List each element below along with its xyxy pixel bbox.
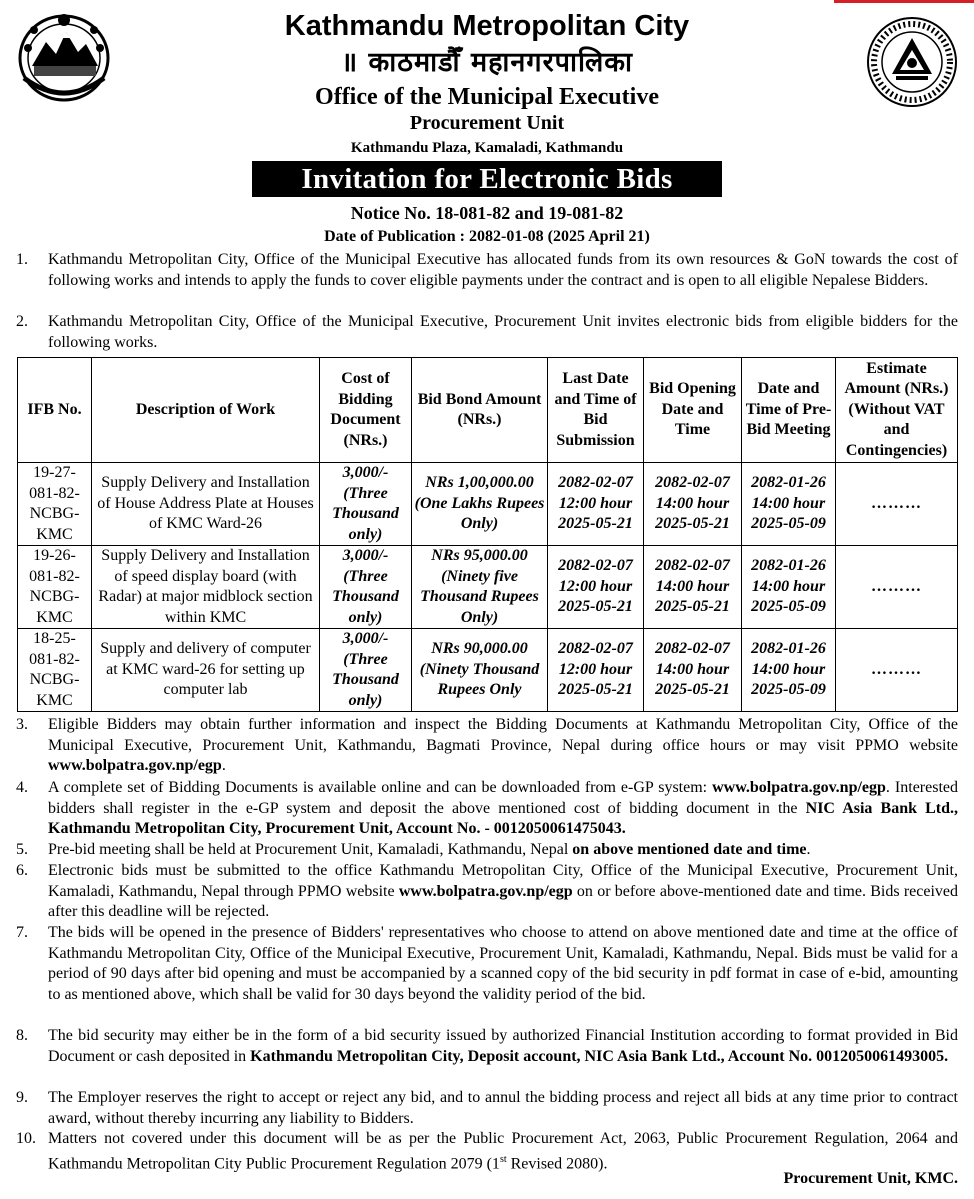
paragraph-text-part: on or before above-mentioned date and time. Bids received after this deadline will be rejected.: [48, 882, 959, 921]
estimate-cell: ………: [836, 546, 958, 629]
col-estimate: Estimate Amount (NRs.) (Without VAT and Contingencies): [836, 358, 958, 463]
table-row: [18, 546, 958, 629]
table-row: [18, 629, 958, 712]
nepal-emblem-icon: [14, 8, 114, 106]
opening-cell: 2082-02-07 14:00 hour 2025-05-21: [644, 463, 742, 546]
paragraph-text: The bids will be opened in the presence of Bidders' representatives who choose to attend on above mentioned date and time at the office of Kathmandu Metropolitan City, Office of the Municipal Executive, Procurement Unit, Kamaladi, Kathmandu, Nepal. Bids must be valid for a period of 90 days after bid opening and must be accompanied by a scanned copy of the bid security in pdf format in case of e-bid, amounting to as mentioned above, which shall be valid for 30 days beyond the validity period of the bid.: [48, 924, 958, 1003]
office-title: Office of the Municipal Executive: [315, 84, 659, 110]
bank-account-info: NIC Asia Bank Ltd., Kathmandu Metropolitan City, Procurement Unit, Account No. - 0012050061475043.: [48, 799, 959, 838]
estimate-cell: ………: [836, 629, 958, 712]
paragraph-7: [16, 923, 958, 1005]
paragraph-text-part: A complete set of Bidding Documents is available online and can be downloaded from e-GP system:: [48, 779, 713, 796]
opening-cell: 2082-02-07 14:00 hour 2025-05-21: [644, 546, 742, 629]
paragraph-8: [16, 1026, 958, 1067]
paragraph-number: 6.: [16, 862, 28, 879]
cost-cell: 3,000/- (Three Thousand only): [320, 629, 412, 712]
paragraph-text-part: Revised 2080).: [506, 1154, 608, 1172]
ifb-no-cell: 18-25-081-82-NCBG-KMC: [18, 629, 92, 712]
col-description: Description of Work: [92, 358, 320, 463]
emphasis-text: on above mentioned date and time: [572, 841, 807, 858]
paragraph-text: [48, 861, 958, 923]
ppmo-website-link[interactable]: www.bolpatra.gov.np/egp: [398, 882, 573, 900]
description-cell: Supply Delivery and Installation of House Address Plate at Houses of KMC Ward-26: [92, 463, 320, 546]
paragraph-text-part: Electronic bids must be submitted to the office Kathmandu Metropolitan City, Office of the Municipal Executive, Procurement Unit, Kamaladi, Kathmandu, Nepal through PPMO website: [48, 862, 958, 900]
ifb-no-cell: 19-27-081-82-NCBG-KMC: [18, 463, 92, 546]
paragraph-2: [16, 312, 958, 353]
estimate-cell: ………: [836, 463, 958, 546]
unit-title: Procurement Unit: [409, 112, 565, 134]
notice-number: Notice No. 18-081-82 and 19-081-82: [350, 203, 624, 223]
paragraph-text-part: . Interested bidders shall register in the e-GP system and deposit the above mentioned cost of bidding document in the: [48, 779, 958, 817]
paragraph-number: 5.: [16, 841, 28, 858]
submission-cell: 2082-02-07 12:00 hour 2025-05-21: [548, 463, 644, 546]
paragraph-3: [16, 715, 958, 777]
paragraph-number: 3.: [16, 716, 28, 733]
paragraph-number: 7.: [16, 924, 28, 941]
opening-cell: 2082-02-07 14:00 hour 2025-05-21: [644, 629, 742, 712]
paragraph-text: [48, 1026, 958, 1067]
paragraph-number: 10.: [16, 1130, 36, 1147]
col-prebid: Date and Time of Pre-Bid Meeting: [742, 358, 836, 463]
nepali-city-name: ॥ काठमाडौँ महानगरपालिका: [340, 47, 634, 78]
table-header-row: [18, 358, 958, 463]
prebid-cell: 2082-01-26 14:00 hour 2025-05-09: [742, 463, 836, 546]
paragraph-number: 2.: [16, 313, 28, 330]
paragraph-number: 1.: [16, 251, 28, 268]
bond-cell: NRs 1,00,000.00 (One Lakhs Rupees Only): [412, 463, 548, 546]
paragraph-text-part: .: [221, 757, 226, 775]
paragraph-1: [16, 250, 958, 291]
paragraph-5: [16, 840, 958, 861]
description-cell: Supply Delivery and Installation of speed display board (with Radar) at major midblock section within KMC: [92, 546, 320, 629]
col-bid-bond: Bid Bond Amount (NRs.): [412, 358, 548, 463]
ppmo-website-link[interactable]: www.bolpatra.gov.np/egp: [48, 757, 222, 775]
col-ifb-no: IFB No.: [18, 358, 92, 463]
col-submission: Last Date and Time of Bid Submission: [548, 358, 644, 463]
paragraph-text: Kathmandu Metropolitan City, Office of the Municipal Executive has allocated funds from its own resources & GoN towards the cost of following works and intends to apply the funds to cover eligible payments under the contract and is open to all eligible Nepalese Bidders.: [48, 251, 958, 289]
prebid-cell: 2082-01-26 14:00 hour 2025-05-09: [742, 546, 836, 629]
col-cost: Cost of Bidding Document (NRs.): [320, 358, 412, 463]
cost-cell: 3,000/- (Three Thousand only): [320, 546, 412, 629]
signature-line: Procurement Unit, KMC.: [783, 1170, 958, 1187]
paragraph-text-part: Matters not covered under this document will be as per the Public Procurement Act, 2063, Public Procurement Regulation, 2064 and Kathmandu Metropolitan City Public Procurement Regulation 2079 (1: [48, 1130, 958, 1172]
city-title: Kathmandu Metropolitan City: [284, 10, 690, 42]
bids-table: [17, 357, 958, 712]
paragraph-text-part: Pre-bid meeting shall be held at Procurement Unit, Kamaladi, Kathmandu, Nepal: [48, 841, 573, 858]
paragraph-text-part: The bid security may either be in the form of a bid security issued by authorized Financial Institution according to format provided in Bid Document or cash deposited in: [48, 1027, 958, 1065]
paragraph-text: [48, 840, 958, 861]
egp-website-link[interactable]: www.bolpatra.gov.np/egp: [712, 779, 886, 796]
bond-cell: NRs 90,000.00 (Ninety Thousand Rupees Only: [412, 629, 548, 712]
submission-cell: 2082-02-07 12:00 hour 2025-05-21: [548, 546, 644, 629]
kmc-seal-icon: [866, 16, 958, 108]
table-row: [18, 463, 958, 546]
paragraph-text: [48, 778, 958, 840]
superscript: st: [499, 1153, 507, 1165]
office-address: Kathmandu Plaza, Kamaladi, Kathmandu: [350, 140, 624, 156]
paragraph-number: 9.: [16, 1089, 28, 1106]
submission-cell: 2082-02-07 12:00 hour 2025-05-21: [548, 629, 644, 712]
paragraph-4: [16, 778, 958, 840]
cost-cell: 3,000/- (Three Thousand only): [320, 463, 412, 546]
ifb-no-cell: 19-26-081-82-NCBG-KMC: [18, 546, 92, 629]
top-accent-bar: [834, 0, 974, 3]
paragraph-text: Kathmandu Metropolitan City, Office of the Municipal Executive, Procurement Unit invites electronic bids from eligible bidders for the following works.: [48, 313, 958, 351]
paragraph-text-part: Eligible Bidders may obtain further information and inspect the Bidding Documents at Kathmandu Metropolitan City, Office of the Municipal Executive, Procurement Unit, Kathmandu, Bagmati Province, Nepal during office hours or may visit PPMO website: [48, 716, 958, 754]
paragraph-text: The Employer reserves the right to accept or reject any bid, and to annul the bidding process and reject all bids at any time prior to contract award, without thereby incurring any liability to Bidders.: [48, 1089, 958, 1127]
paragraph-text-part: .: [806, 841, 811, 858]
prebid-cell: 2082-01-26 14:00 hour 2025-05-09: [742, 629, 836, 712]
paragraph-9: [16, 1088, 958, 1129]
paragraph-text: [48, 715, 958, 777]
col-opening: Bid Opening Date and Time: [644, 358, 742, 463]
publication-date: Date of Publication : 2082-01-08 (2025 April 21): [324, 228, 650, 245]
description-cell: Supply and delivery of computer at KMC ward-26 for setting up computer lab: [92, 629, 320, 712]
bond-cell: NRs 95,000.00 (Ninety five Thousand Rupees Only): [412, 546, 548, 629]
deposit-account-info: Kathmandu Metropolitan City, Deposit account, NIC Asia Bank Ltd., Account No. 0012050061493005.: [250, 1047, 949, 1065]
paragraph-number: 8.: [16, 1027, 28, 1044]
paragraph-6: [16, 861, 958, 923]
invitation-banner: Invitation for Electronic Bids: [252, 161, 722, 197]
paragraph-number: 4.: [16, 779, 28, 796]
